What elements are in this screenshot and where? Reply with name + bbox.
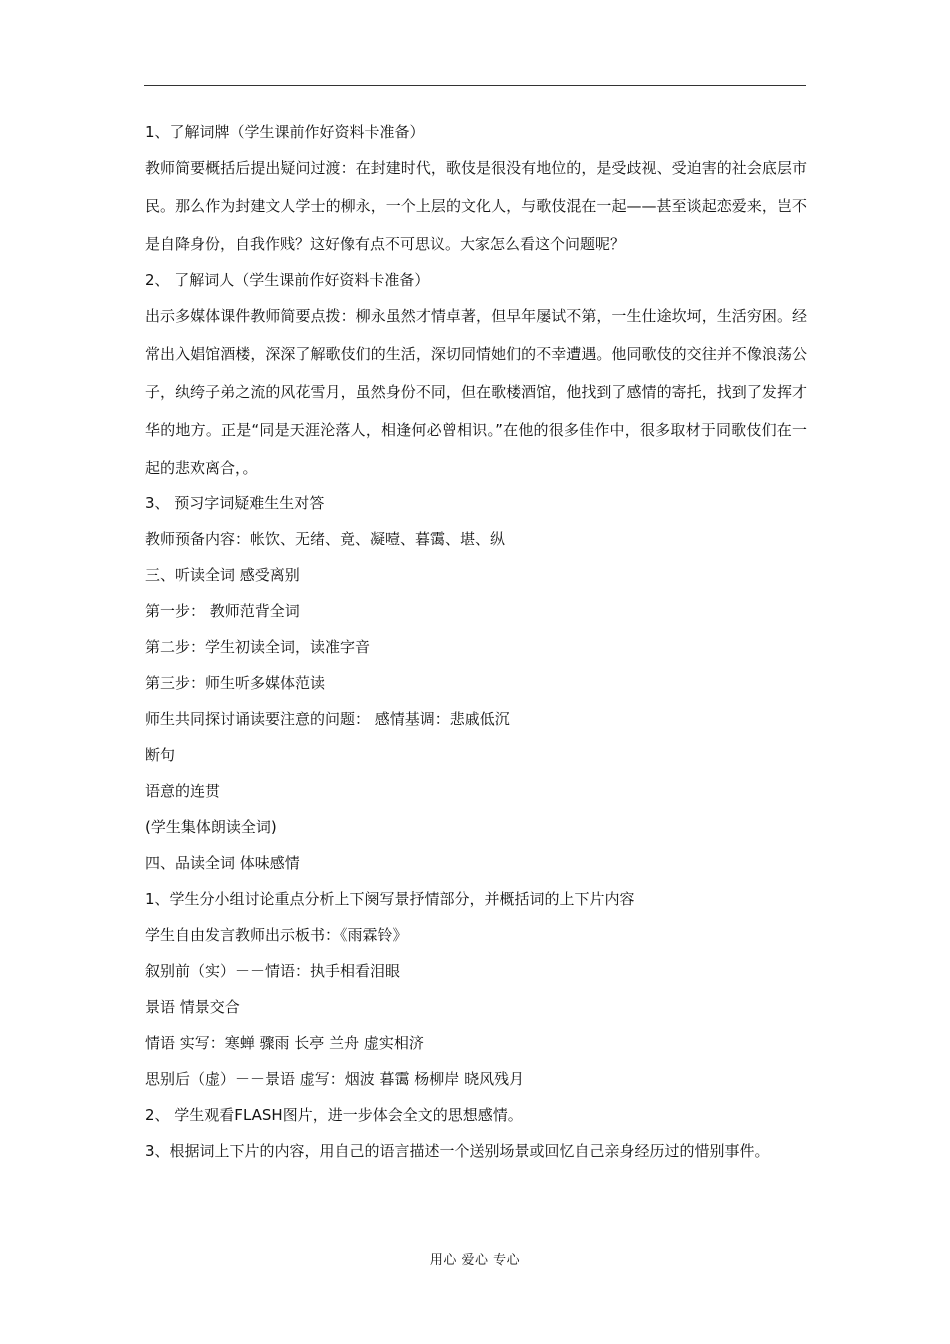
heading-cipai: 1、了解词牌（学生课前作好资料卡准备） bbox=[145, 123, 425, 141]
heading-ciren: 2、 了解词人（学生课前作好资料卡准备） bbox=[145, 271, 430, 289]
flash-task: 2、 学生观看FLASH图片，进一步体会全文的思想感情。 bbox=[145, 1106, 523, 1124]
board-line-3: 情语 实写：寒蝉 骤雨 长亭 兰舟 虚实相济 bbox=[145, 1034, 424, 1052]
section-four-heading: 四、品读全词 体味感情 bbox=[145, 854, 300, 872]
board-line-2: 景语 情景交合 bbox=[145, 998, 240, 1016]
board-line-1: 叙别前（实）－－情语：执手相看泪眼 bbox=[145, 962, 401, 980]
board-line-4: 思别后（虚）－－景语 虚写：烟波 暮霭 杨柳岸 晓风残月 bbox=[145, 1070, 525, 1088]
note-sentence-break: 断句 bbox=[145, 746, 176, 764]
discussion-task: 1、学生分小组讨论重点分析上下阕写景抒情部分，并概括词的上下片内容 bbox=[145, 890, 635, 908]
paragraph-liuyong: 出示多媒体课件教师简要点拨：柳永虽然才情卓著，但早年屡试不第，一生仕途坎坷，生活穷困。经常出入娼馆酒楼，深深了解歌伎们的生活，深切同情她们的不幸遭遇。他同歌伎的交往并不像浪荡公子，纨绔子弟之流的风花雪月，虽然身份不同，但在歌楼酒馆，他找到了感情的寄托，找到了发挥才华的地方。正是“同是天涯沦落人，相逢何必曾相识。”在他的很多佳作中，很多取材于同歌伎们在一起的悲欢离合，。 bbox=[145, 307, 807, 477]
document-body bbox=[145, 122, 807, 1177]
note-coherence: 语意的连贯 bbox=[145, 782, 221, 800]
section-three-heading: 三、听读全词 感受离别 bbox=[145, 566, 300, 584]
board-title: 学生自由发言教师出示板书：《雨霖铃》 bbox=[145, 926, 408, 944]
step-one: 第一步： 教师范背全词 bbox=[145, 602, 300, 620]
heading-vocab: 3、 预习字词疑难生生对答 bbox=[145, 494, 325, 512]
describe-task: 3、根据词上下片的内容，用自己的语言描述一个送别场景或回忆自己亲身经历过的惜别事件。 bbox=[145, 1142, 770, 1160]
paragraph-cipai-intro: 教师简要概括后提出疑问过渡：在封建时代，歌伎是很没有地位的，是受歧视、受迫害的社会底层市民。那么作为封建文人学士的柳永，一个上层的文化人，与歌伎混在一起——甚至谈起恋爱来，岂不是自降身份，自我作贱？这好像有点不可思议。大家怎么看这个问题呢？ bbox=[145, 159, 807, 253]
header-rule bbox=[144, 85, 806, 86]
reading-notes: 师生共同探讨诵读要注意的问题： 感情基调：悲戚低沉 bbox=[145, 710, 510, 728]
vocab-list: 教师预备内容：帐饮、无绪、竟、凝噎、暮霭、堪、纵 bbox=[145, 530, 506, 548]
page-footer: 用心 爱心 专心 bbox=[429, 1253, 521, 1268]
step-three: 第三步：师生听多媒体范读 bbox=[145, 674, 326, 692]
note-group-reading: (学生集体朗读全词) bbox=[145, 818, 277, 836]
step-two: 第二步：学生初读全词，读准字音 bbox=[145, 638, 371, 656]
